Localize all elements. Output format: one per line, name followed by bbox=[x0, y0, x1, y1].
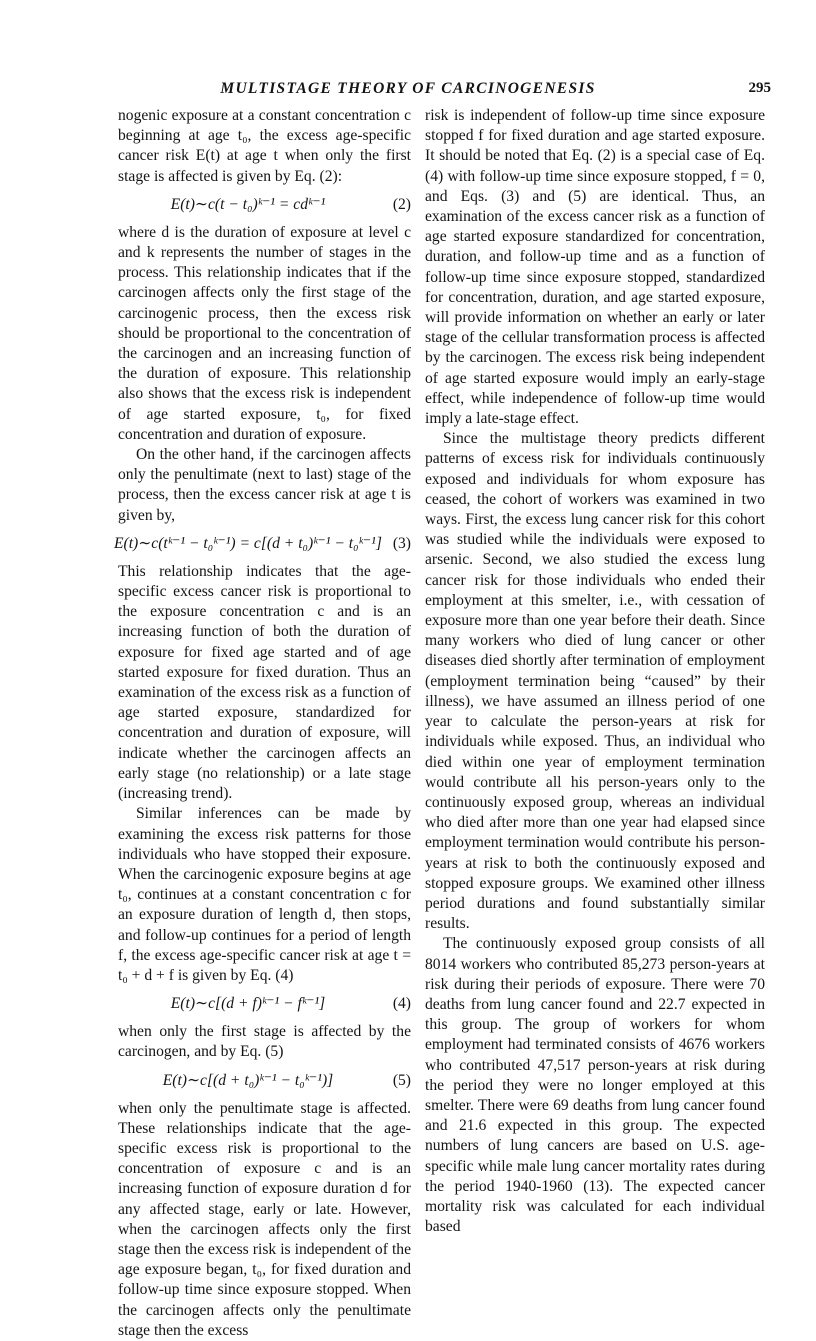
equation-3 bbox=[114, 534, 411, 554]
paragraph: Since the multistage theory predicts different patterns of excess risk for individuals continuously exposed and individuals for whom exposure has ceased, the cohort of workers was examined in two ways. First, the excess lung cancer risk for this cohort was studied while the individuals were exposed to arsenic. Second, we also studied the excess lung cancer risk for those individuals who ended their employment at this smelter, i.e., with cessation of exposure more than one year before their death. Since many workers who died of lung cancer or other diseases died shortly after termination of employment (employment termination being “caused” by their illness), we have assumed an illness period of one year to calculate the person-years at risk for individuals while exposed. Thus, an individual who died within one year of employment termination would contribute all his person-years only to the continuously exposed group, whereas an individual who died after more than one year had elapsed since employment termination would contribute his person-years at risk to both the continuously exposed and stopped exposure groups. We examined other illness period durations and found substantially similar results. bbox=[425, 430, 765, 933]
equation-number: (4) bbox=[392, 995, 411, 1013]
running-title: MULTISTAGE THEORY OF CARCINOGENESIS bbox=[220, 80, 596, 97]
page-number: 295 bbox=[748, 80, 771, 96]
paragraph: The continuously exposed group consists of all 8014 workers who contributed 85,273 person-years at risk during their periods of exposure. There were 70 deaths from lung cancer found and 22.7 expected in this group. The group of workers for whom employment had terminated consists of 4676 workers who contributed 47,517 person-years at risk during the period they were no longer employed at this smelter. There were 69 deaths from lung cancer found and 21.6 expected in this group. The expected numbers of lung cancers are based on U.S. age-specific while male lung cancer mortality rates during the period 1940-1960 (13). The expected cancer mortality risk was calculated for each individual based bbox=[425, 935, 765, 1236]
paragraph: nogenic exposure at a constant concentration c beginning at age t₀, the excess age-specific cancer risk E(t) at age t when only the first stage is affected is given by Eq. (2): bbox=[118, 107, 411, 185]
paragraph: On the other hand, if the carcinogen affects only the penultimate (next to last) stage of the process, then the excess cancer risk at age t is given by, bbox=[118, 446, 411, 524]
right-column bbox=[425, 106, 765, 1237]
equation-expression: E(t)∼c(tᵏ⁻¹ − t₀ᵏ⁻¹) = c[(d + t₀)ᵏ⁻¹ − t₀ᵏ⁻¹] bbox=[114, 534, 382, 552]
left-column bbox=[114, 106, 411, 1341]
paragraph: when only the first stage is affected by the carcinogen, and by Eq. (5) bbox=[118, 1023, 411, 1061]
paragraph: Similar inferences can be made by examining the excess risk patterns for those individuals who have stopped their exposure. When the carcinogenic exposure begins at age t₀, continues at a constant concentration c for an exposure duration of length d, then stops, and follow-up continues for a period of length f, the excess age-specific cancer risk at age t = t₀ + d + f is given by Eq. (4) bbox=[118, 805, 411, 984]
page-header bbox=[0, 80, 816, 102]
equation-number: (2) bbox=[392, 195, 411, 213]
equation-2 bbox=[118, 195, 411, 215]
paragraph: where d is the duration of exposure at level c and k represents the number of stages in the process. This relationship indicates that if the carcinogen affects only the first stage of the carcinogenic process, then the excess risk should be proportional to the concentration of the carcinogen and an increasing function of the duration of exposure. This relationship also shows that the excess risk is independent of age started exposure, t₀, for fixed concentration and duration of exposure. bbox=[118, 223, 411, 443]
equation-5 bbox=[118, 1071, 411, 1091]
paragraph: when only the penultimate stage is affected. These relationships indicate that the age-specific excess risk is proportional to the concentration of exposure c and is an increasing function of exposure duration d for any affected stage, early or late. However, when the carcinogen affects only the first stage then the excess risk is independent of the age exposure began, t₀, for fixed duration and follow-up time since exposure stopped. When the carcinogen affects only the penultimate stage then the excess bbox=[118, 1099, 411, 1339]
equation-number: (5) bbox=[392, 1071, 411, 1089]
paragraph: risk is independent of follow-up time since exposure stopped f for fixed duration and age started exposure. It should be noted that Eq. (2) is a special case of Eq. (4) with follow-up time since exposure stopped, f = 0, and Eqs. (3) and (5) are identical. Thus, an examination of the excess cancer risk as a function of age started exposure standardized for concentration, duration, and follow-up time and as a function of follow-up time since exposure stopped, standardized for concentration, duration, and age started exposure, will provide information on whether an early or later stage of the cellular transformation process is affected by the carcinogen. The excess risk being independent of age started exposure would imply an early-stage effect, while independence of follow-up time would imply a late-stage effect. bbox=[425, 107, 765, 428]
equation-expression: E(t)∼c[(d + f)ᵏ⁻¹ − fᵏ⁻¹] bbox=[170, 995, 326, 1013]
equation-expression: E(t)∼c[(d + t₀)ᵏ⁻¹ − t₀ᵏ⁻¹)] bbox=[162, 1071, 334, 1089]
equation-4 bbox=[118, 994, 411, 1014]
equation-expression: E(t)∼c(t − t₀)ᵏ⁻¹ = cdᵏ⁻¹ bbox=[170, 195, 326, 213]
equation-number: (3) bbox=[392, 534, 411, 552]
paragraph: This relationship indicates that the age-specific excess cancer risk is proportional to the exposure concentration c and is an increasing function of both the duration of exposure for fixed age started and of age started exposure for fixed duration. Thus an examination of the excess risk as a function of age started exposure, standardized for concentration and duration of exposure, will indicate whether the carcinogen affects an early stage (no relationship) or a late stage (increasing trend). bbox=[118, 562, 411, 803]
